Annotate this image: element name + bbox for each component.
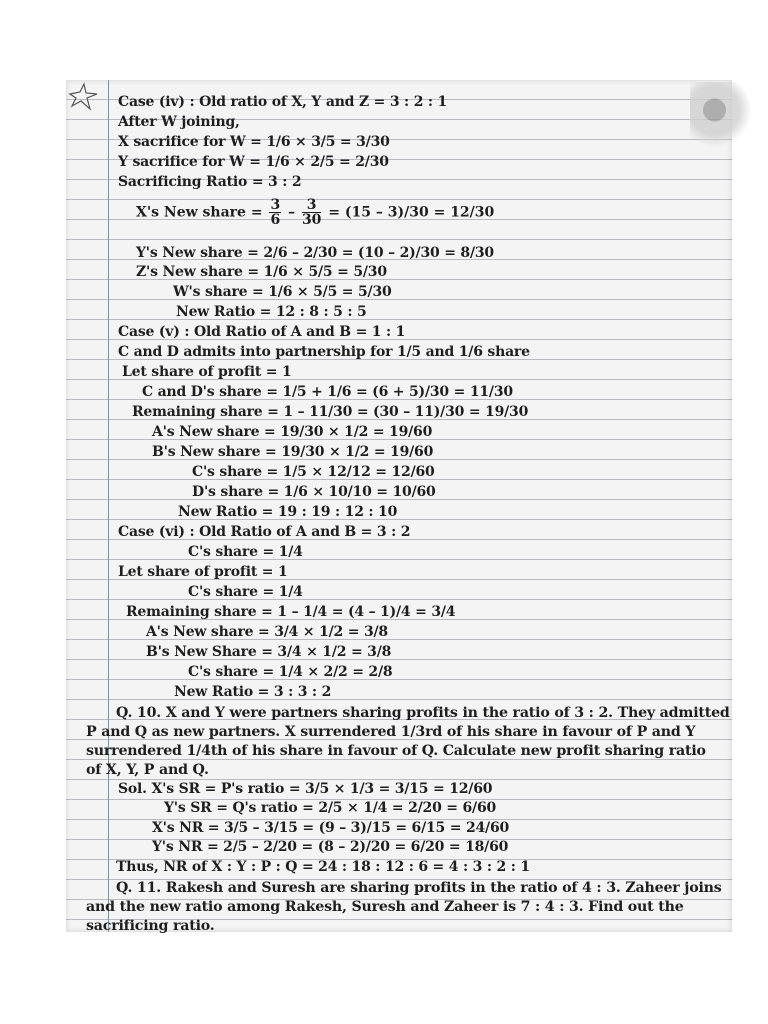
text-line: X's NR = 3/5 – 3/15 = (9 – 3)/15 = 6/15 = 24/60: [152, 820, 510, 836]
text-line: Let share of profit = 1: [122, 364, 292, 380]
margin-line: [108, 80, 109, 932]
text-line: X sacrifice for W = 1/6 × 3/5 = 3/30: [118, 134, 390, 150]
text-line: Let share of profit = 1: [118, 564, 288, 580]
text-line: C's share = 1/4: [188, 584, 303, 600]
text-line: A's New share = 3/4 × 1/2 = 3/8: [146, 624, 388, 640]
fraction-result: = (15 – 3)/30 = 12/30: [328, 204, 495, 221]
text-line: Remaining share = 1 – 1/4 = (4 – 1)/4 = 3/4: [126, 604, 456, 620]
fraction-denominator: 6: [270, 212, 281, 228]
text-line: New Ratio = 19 : 19 : 12 : 10: [178, 504, 398, 520]
case-v-heading: Case (v) : Old Ratio of A and B = 1 : 1: [118, 324, 406, 340]
text-line: Z's New share = 1/6 × 5/5 = 5/30: [136, 264, 387, 280]
text-line: Sacrificing Ratio = 3 : 2: [118, 174, 302, 190]
question-11-text: and the new ratio among Rakesh, Suresh and Zaheer is 7 : 4 : 3. Find out the: [86, 899, 684, 915]
text-line: Y sacrifice for W = 1/6 × 2/5 = 2/30: [118, 154, 389, 170]
text-line: Y's New share = 2/6 – 2/30 = (10 – 2)/30 = 8/30: [136, 245, 494, 261]
text-line: B's New share = 19/30 × 1/2 = 19/60: [152, 444, 434, 460]
question-10-text: surrendered 1/4th of his share in favour of Q. Calculate new profit sharing ratio: [86, 743, 706, 759]
fraction: [302, 198, 321, 227]
text-line: D's share = 1/6 × 10/10 = 10/60: [192, 484, 436, 500]
question-10: Q. 10. X and Y were partners sharing profits in the ratio of 3 : 2. They admitted: [116, 705, 730, 721]
text-line: New Ratio = 3 : 3 : 2: [174, 684, 332, 700]
text-line: C and D admits into partnership for 1/5 and 1/6 share: [118, 344, 530, 360]
question-10-text: of X, Y, P and Q.: [86, 762, 209, 778]
text-line: B's New Share = 3/4 × 1/2 = 3/8: [146, 644, 392, 660]
text-line: After W joining,: [118, 114, 240, 130]
text-line: C's share = 1/5 × 12/12 = 12/60: [192, 464, 435, 480]
question-11-text: sacrificing ratio.: [86, 918, 215, 934]
text-line: Y's NR = 2/5 – 2/20 = (8 – 2)/20 = 6/20 = 18/60: [152, 839, 509, 855]
case-iv-heading: Case (iv) : Old ratio of X, Y and Z = 3 : 2 : 1: [118, 94, 448, 110]
fraction-numerator: 3: [270, 197, 281, 213]
text-line: W's share = 1/6 × 5/5 = 5/30: [173, 284, 392, 300]
fraction: [269, 198, 281, 227]
text-line: Remaining share = 1 – 11/30 = (30 – 11)/30 = 19/30: [132, 404, 529, 420]
minus-sign: –: [288, 204, 296, 221]
question-11: Q. 11. Rakesh and Suresh are sharing profits in the ratio of 4 : 3. Zaheer joins: [116, 880, 722, 896]
fraction-denominator: 30: [301, 212, 322, 228]
text-line: Y's SR = Q's ratio = 2/5 × 1/4 = 2/20 = 6/60: [164, 800, 497, 816]
solution-line: Sol. X's SR = P's ratio = 3/5 × 1/3 = 3/15 = 12/60: [118, 781, 493, 797]
text-line: C's share = 1/4 × 2/2 = 2/8: [188, 664, 393, 680]
conclusion-line: Thus, NR of X : Y : P : Q = 24 : 18 : 12 : 6 = 4 : 3 : 2 : 1: [116, 859, 530, 875]
text-line: New Ratio = 12 : 8 : 5 : 5: [176, 304, 367, 320]
question-10-text: P and Q as new partners. X surrendered 1/3rd of his share in favour of P and Y: [86, 724, 696, 740]
text-line: C and D's share = 1/5 + 1/6 = (6 + 5)/30 = 11/30: [142, 384, 513, 400]
text-line: A's New share = 19/30 × 1/2 = 19/60: [152, 424, 433, 440]
fraction-label: X's New share =: [136, 204, 263, 221]
fraction-numerator: 3: [302, 198, 321, 213]
leaf-decoration-icon: [690, 82, 760, 152]
fraction-equation: [136, 198, 494, 227]
text-line: C's share = 1/4: [188, 544, 303, 560]
case-vi-heading: Case (vi) : Old Ratio of A and B = 3 : 2: [118, 524, 411, 540]
star-doodle-icon: [66, 82, 100, 112]
